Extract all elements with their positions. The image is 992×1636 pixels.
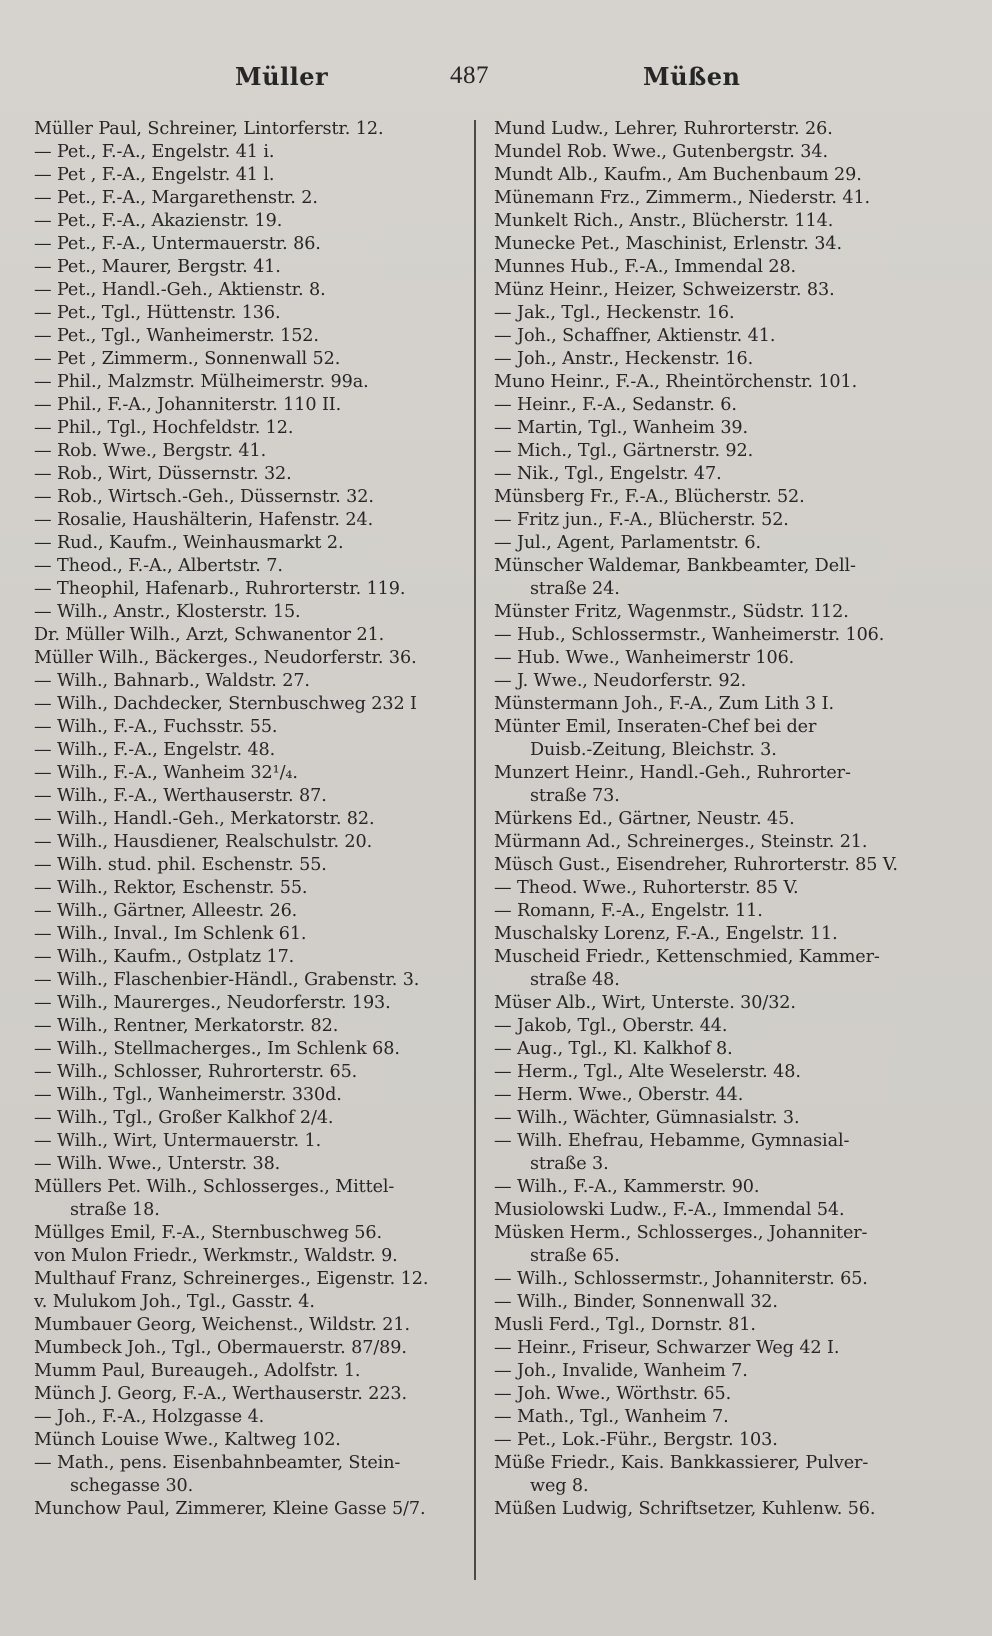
directory-entry: — Math., Tgl., Wanheim 7. <box>494 1407 729 1427</box>
directory-entry: von Mulon Friedr., Werkmstr., Waldstr. 9. <box>34 1246 398 1266</box>
directory-entry: Münscher Waldemar, Bankbeamter, Dell- <box>494 556 856 576</box>
directory-entry: Muscheid Friedr., Kettenschmied, Kammer- <box>494 947 880 967</box>
directory-entry: — Joh., Schaffner, Aktienstr. 41. <box>494 326 776 346</box>
directory-entry: — Wilh., Tgl., Wanheimerstr. 330d. <box>34 1085 342 1105</box>
directory-entry: — Nik., Tgl., Engelstr. 47. <box>494 464 722 484</box>
directory-entry: Munecke Pet., Maschinist, Erlenstr. 34. <box>494 234 842 254</box>
left-column <box>34 118 489 1521</box>
directory-entry: — Pet., F.-A., Untermauerstr. 86. <box>34 234 321 254</box>
directory-entry: — Wilh., Schlossermstr., Johanniterstr. 65. <box>494 1269 868 1289</box>
directory-entry: straße 48. <box>530 970 620 990</box>
directory-entry: Müser Alb., Wirt, Unterste. 30/32. <box>494 993 796 1013</box>
directory-entry: Mundel Rob. Wwe., Gutenbergstr. 34. <box>494 142 828 162</box>
directory-entry: — Rob., Wirtsch.-Geh., Düssernstr. 32. <box>34 487 374 507</box>
directory-entry: — Rud., Kaufm., Weinhausmarkt 2. <box>34 533 344 553</box>
directory-entry: — Aug., Tgl., Kl. Kalkhof 8. <box>494 1039 733 1059</box>
directory-entry: — Joh., Anstr., Heckenstr. 16. <box>494 349 754 369</box>
directory-entry: Multhauf Franz, Schreinerges., Eigenstr. 12. <box>34 1269 429 1289</box>
directory-entry: Münch Louise Wwe., Kaltweg 102. <box>34 1430 341 1450</box>
directory-entry: — Rob. Wwe., Bergstr. 41. <box>34 441 267 461</box>
directory-entry: — Wilh., Tgl., Großer Kalkhof 2/4. <box>34 1108 334 1128</box>
directory-entry: — Math., pens. Eisenbahnbeamter, Stein- <box>34 1453 401 1473</box>
directory-entry: Münter Emil, Inseraten-Chef bei der <box>494 717 817 737</box>
directory-entry: — J. Wwe., Neudorferstr. 92. <box>494 671 747 691</box>
directory-entry: — Joh., F.-A., Holzgasse 4. <box>34 1407 265 1427</box>
directory-entry: Mürmann Ad., Schreinerges., Steinstr. 21. <box>494 832 868 852</box>
directory-entry: Mumbauer Georg, Weichenst., Wildstr. 21. <box>34 1315 410 1335</box>
page-header <box>30 62 930 102</box>
directory-entry: — Theophil, Hafenarb., Ruhrorterstr. 119. <box>34 579 406 599</box>
directory-entry: Münster Fritz, Wagenmstr., Südstr. 112. <box>494 602 849 622</box>
directory-entry: — Pet., Lok.-Führ., Bergstr. 103. <box>494 1430 778 1450</box>
directory-entry: — Wilh., Handl.-Geh., Merkatorstr. 82. <box>34 809 375 829</box>
directory-entry: Duisb.-Zeitung, Bleichstr. 3. <box>530 740 777 760</box>
directory-entry: Dr. Müller Wilh., Arzt, Schwanentor 21. <box>34 625 385 645</box>
directory-entry: — Pet., F.-A., Akazienstr. 19. <box>34 211 283 231</box>
directory-entry: — Joh. Wwe., Wörthstr. 65. <box>494 1384 732 1404</box>
directory-entry: Müller Paul, Schreiner, Lintorferstr. 12. <box>34 119 384 139</box>
directory-entry: straße 18. <box>70 1200 160 1220</box>
directory-entry: Müller Wilh., Bäckerges., Neudorferstr. 36. <box>34 648 417 668</box>
directory-entry: — Jak., Tgl., Heckenstr. 16. <box>494 303 735 323</box>
directory-entry: Münz Heinr., Heizer, Schweizerstr. 83. <box>494 280 835 300</box>
directory-entry: — Herm. Wwe., Oberstr. 44. <box>494 1085 744 1105</box>
directory-entry: Musiolowski Ludw., F.-A., Immendal 54. <box>494 1200 845 1220</box>
directory-entry: — Wilh., F.-A., Wanheim 32¹/₄. <box>34 763 298 783</box>
directory-entry: — Rob., Wirt, Düssernstr. 32. <box>34 464 292 484</box>
directory-entry: — Wilh., F.-A., Fuchsstr. 55. <box>34 717 278 737</box>
directory-entry: Müllges Emil, F.-A., Sternbuschweg 56. <box>34 1223 382 1243</box>
directory-entry: — Pet , F.-A., Engelstr. 41 l. <box>34 165 275 185</box>
directory-entry: — Wilh., Bahnarb., Waldstr. 27. <box>34 671 310 691</box>
directory-entry: — Wilh. Ehefrau, Hebamme, Gymnasial- <box>494 1131 850 1151</box>
directory-entry: — Phil., Malzmstr. Mülheimerstr. 99a. <box>34 372 369 392</box>
directory-entry: — Wilh. stud. phil. Eschenstr. 55. <box>34 855 327 875</box>
directory-entry: — Jakob, Tgl., Oberstr. 44. <box>494 1016 728 1036</box>
directory-entry: — Wilh., Wächter, Gümnasialstr. 3. <box>494 1108 800 1128</box>
directory-entry: — Wilh., Anstr., Klosterstr. 15. <box>34 602 301 622</box>
directory-entry: Müsken Herm., Schlosserges., Johanniter- <box>494 1223 868 1243</box>
directory-entry: Muschalsky Lorenz, F.-A., Engelstr. 11. <box>494 924 838 944</box>
directory-entry: weg 8. <box>530 1476 589 1496</box>
directory-entry: Munnes Hub., F.-A., Immendal 28. <box>494 257 797 277</box>
directory-entry: — Theod., F.-A., Albertstr. 7. <box>34 556 283 576</box>
directory-entry: — Phil., F.-A., Johanniterstr. 110 II. <box>34 395 342 415</box>
directory-entry: — Pet., Tgl., Wanheimerstr. 152. <box>34 326 319 346</box>
directory-entry: Müße Friedr., Kais. Bankkassierer, Pulver- <box>494 1453 869 1473</box>
directory-entry: — Wilh., Rektor, Eschenstr. 55. <box>34 878 308 898</box>
header-left-word: Müller <box>235 62 329 91</box>
directory-entry: Münsberg Fr., F.-A., Blücherstr. 52. <box>494 487 805 507</box>
directory-entry: — Wilh., F.-A., Engelstr. 48. <box>34 740 276 760</box>
right-column <box>494 118 949 1521</box>
directory-entry: — Pet., F.-A., Margarethenstr. 2. <box>34 188 318 208</box>
directory-entry: — Pet., Tgl., Hüttenstr. 136. <box>34 303 281 323</box>
directory-entry: — Wilh., Maurerges., Neudorferstr. 193. <box>34 993 391 1013</box>
directory-entry: — Wilh., Flaschenbier-Händl., Grabenstr. 3. <box>34 970 420 990</box>
directory-entry: — Martin, Tgl., Wanheim 39. <box>494 418 749 438</box>
directory-entry: Munchow Paul, Zimmerer, Kleine Gasse 5/7. <box>34 1499 426 1519</box>
directory-entry: Mund Ludw., Lehrer, Ruhrorterstr. 26. <box>494 119 833 139</box>
directory-entry: Müßen Ludwig, Schriftsetzer, Kuhlenw. 56. <box>494 1499 876 1519</box>
directory-entry: — Phil., Tgl., Hochfeldstr. 12. <box>34 418 294 438</box>
directory-entry: Munkelt Rich., Anstr., Blücherstr. 114. <box>494 211 834 231</box>
directory-entry: — Fritz jun., F.-A., Blücherstr. 52. <box>494 510 789 530</box>
directory-entry: — Heinr., Friseur, Schwarzer Weg 42 I. <box>494 1338 840 1358</box>
directory-entry: Mumm Paul, Bureaugeh., Adolfstr. 1. <box>34 1361 361 1381</box>
directory-entry: — Joh., Invalide, Wanheim 7. <box>494 1361 748 1381</box>
directory-entry: Musli Ferd., Tgl., Dornstr. 81. <box>494 1315 756 1335</box>
directory-entry: — Pet., Maurer, Bergstr. 41. <box>34 257 281 277</box>
directory-entry: Mumbeck Joh., Tgl., Obermauerstr. 87/89. <box>34 1338 407 1358</box>
directory-entry: — Wilh., F.-A., Werthauserstr. 87. <box>34 786 327 806</box>
directory-entry: — Hub., Schlossermstr., Wanheimerstr. 106. <box>494 625 885 645</box>
directory-entry: straße 65. <box>530 1246 620 1266</box>
directory-entry: Müllers Pet. Wilh., Schlosserges., Mittel- <box>34 1177 395 1197</box>
directory-entry: — Pet., F.-A., Engelstr. 41 i. <box>34 142 275 162</box>
directory-entry: — Wilh., Hausdiener, Realschulstr. 20. <box>34 832 373 852</box>
directory-entry: Münstermann Joh., F.-A., Zum Lith 3 I. <box>494 694 834 714</box>
directory-entry: — Rosalie, Haushälterin, Hafenstr. 24. <box>34 510 374 530</box>
page-number: 487 <box>450 62 489 89</box>
directory-entry: Mundt Alb., Kaufm., Am Buchenbaum 29. <box>494 165 862 185</box>
directory-entry: — Wilh., Stellmacherges., Im Schlenk 68. <box>34 1039 400 1059</box>
directory-entry: — Jul., Agent, Parlamentstr. 6. <box>494 533 761 553</box>
directory-entry: — Wilh., Gärtner, Alleestr. 26. <box>34 901 298 921</box>
directory-entry: — Pet., Handl.-Geh., Aktienstr. 8. <box>34 280 326 300</box>
directory-entry: Münch J. Georg, F.-A., Werthauserstr. 223. <box>34 1384 408 1404</box>
directory-entry: — Wilh., Wirt, Untermauerstr. 1. <box>34 1131 322 1151</box>
directory-entry: — Wilh., Dachdecker, Sternbuschweg 232 I <box>34 694 417 714</box>
directory-entry: straße 24. <box>530 579 620 599</box>
directory-entry: — Mich., Tgl., Gärtnerstr. 92. <box>494 441 754 461</box>
directory-entry: straße 73. <box>530 786 620 806</box>
directory-entry: Müsch Gust., Eisendreher, Ruhrorterstr. 85 V. <box>494 855 898 875</box>
header-right-word: Müßen <box>643 62 741 91</box>
directory-entry: schegasse 30. <box>70 1476 194 1496</box>
directory-entry: — Herm., Tgl., Alte Weselerstr. 48. <box>494 1062 801 1082</box>
directory-entry: Mürkens Ed., Gärtner, Neustr. 45. <box>494 809 795 829</box>
directory-entry: Münemann Frz., Zimmerm., Niederstr. 41. <box>494 188 871 208</box>
directory-entry: straße 3. <box>530 1154 609 1174</box>
directory-entry: — Theod. Wwe., Ruhorterstr. 85 V. <box>494 878 799 898</box>
directory-entry: — Heinr., F.-A., Sedanstr. 6. <box>494 395 737 415</box>
directory-entry: — Wilh., Rentner, Merkatorstr. 82. <box>34 1016 339 1036</box>
directory-entry: — Pet , Zimmerm., Sonnenwall 52. <box>34 349 341 369</box>
directory-entry: — Wilh., Schlosser, Ruhrorterstr. 65. <box>34 1062 358 1082</box>
directory-entry: v. Mulukom Joh., Tgl., Gasstr. 4. <box>34 1292 315 1312</box>
directory-entry: — Wilh., F.-A., Kammerstr. 90. <box>494 1177 760 1197</box>
directory-entry: — Wilh. Wwe., Unterstr. 38. <box>34 1154 281 1174</box>
directory-entry: — Hub. Wwe., Wanheimerstr 106. <box>494 648 795 668</box>
directory-entry: — Wilh., Kaufm., Ostplatz 17. <box>34 947 295 967</box>
directory-entry: Munzert Heinr., Handl.-Geh., Ruhrorter- <box>494 763 851 783</box>
directory-entry: — Romann, F.-A., Engelstr. 11. <box>494 901 763 921</box>
directory-entry: Muno Heinr., F.-A., Rheintörchenstr. 101. <box>494 372 858 392</box>
directory-entry: — Wilh., Inval., Im Schlenk 61. <box>34 924 307 944</box>
directory-entry: — Wilh., Binder, Sonnenwall 32. <box>494 1292 778 1312</box>
